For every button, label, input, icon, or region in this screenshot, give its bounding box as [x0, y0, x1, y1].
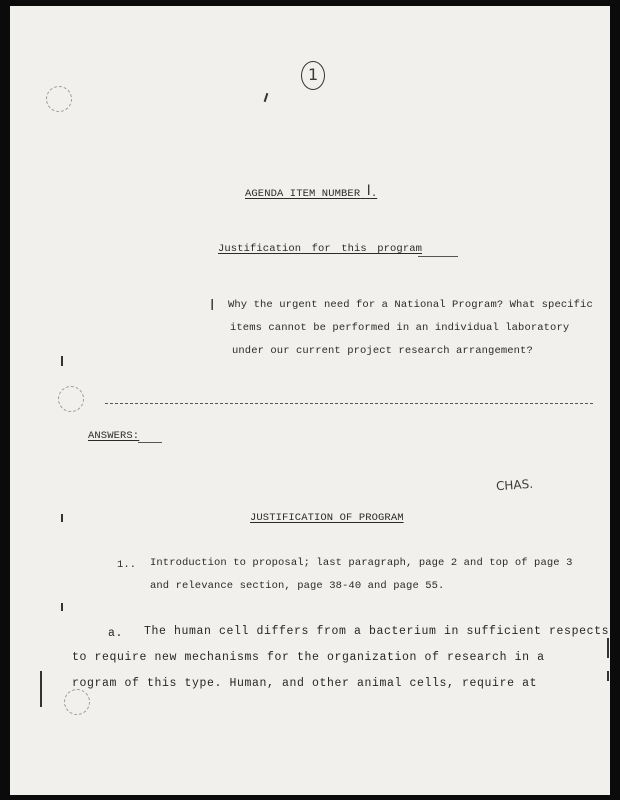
section-title: JUSTIFICATION OF PROGRAM — [250, 512, 404, 524]
item-1-line-2: and relevance section, page 38-40 and page 55. — [150, 580, 445, 592]
margin-mark — [61, 514, 63, 522]
question-marker: I — [210, 296, 215, 314]
punch-hole-top — [46, 86, 72, 112]
margin-mark — [40, 671, 42, 707]
margin-mark — [607, 638, 609, 658]
question-line-1: Why the urgent need for a National Program? What specific — [228, 299, 593, 311]
page-number: 1 — [308, 65, 319, 84]
margin-mark — [61, 603, 63, 611]
subheading: Justification for this program — [218, 243, 423, 255]
page-number-circle — [301, 61, 325, 90]
punch-hole-middle — [58, 386, 84, 412]
margin-mark — [607, 671, 609, 681]
punch-hole-bottom — [64, 689, 90, 715]
item-1-line-1: Introduction to proposal; last paragraph, page 2 and top of page 3 — [150, 557, 573, 569]
agenda-heading: AGENDA ITEM NUMBER I. — [245, 183, 378, 200]
item-2-line-2: to require new mechanisms for the organization of research in a — [72, 651, 545, 664]
item-2-number: a. — [108, 627, 124, 640]
margin-mark — [264, 93, 269, 102]
item-2-line-1: The human cell differs from a bacterium in sufficient respects — [144, 625, 610, 638]
subheading-underline-extension — [418, 256, 458, 257]
margin-mark — [61, 356, 63, 366]
handwritten-note: CHAS. — [495, 476, 534, 494]
answers-underline-extension — [138, 442, 162, 443]
section-divider — [105, 403, 593, 404]
answers-label: ANSWERS: — [88, 430, 140, 442]
document-page — [10, 6, 610, 795]
item-1-number: 1.. — [117, 559, 137, 571]
question-line-3: under our current project research arrangement? — [232, 345, 533, 357]
item-2-line-3: rogram of this type. Human, and other animal cells, require at — [72, 677, 538, 690]
agenda-number: I — [366, 183, 371, 199]
question-line-2: items cannot be performed in an individual laboratory — [230, 322, 570, 334]
